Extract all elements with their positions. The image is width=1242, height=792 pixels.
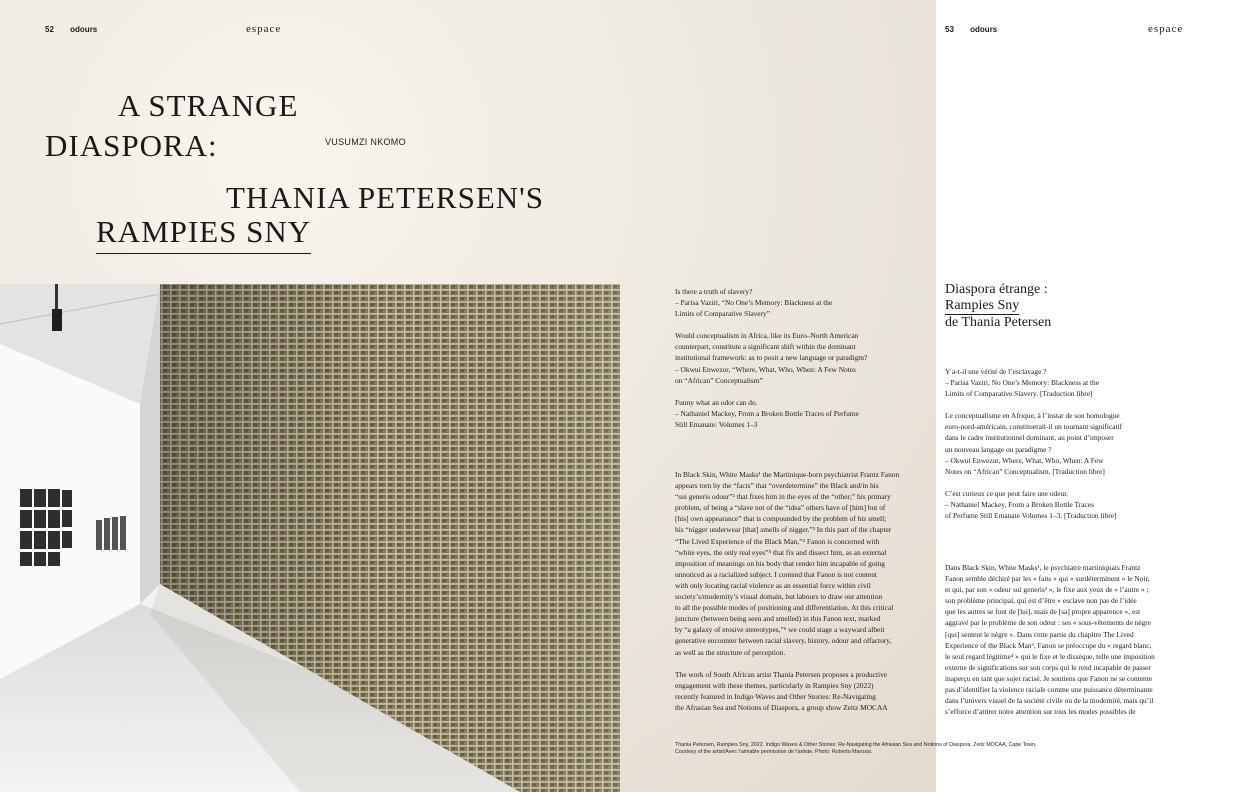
epigraph-line: dans le cadre institutionnel dominant, au point d’imposer [945, 433, 1114, 443]
body-line: appears torn by the “facts” that “overdetermine” the Black and/in his [675, 481, 879, 491]
left-folio [45, 25, 97, 34]
body-line: generative encounter between racial slavery, history, odour and olfactory, [675, 636, 892, 646]
epigraph-line: C’est curieux ce que peut faire une odeur. [945, 488, 1069, 498]
epigraph-line: Notes on “African” Conceptualism. [Traduction libre] [945, 466, 1105, 476]
title-line-2: DIASPORA: [45, 128, 218, 163]
epigraph-line: Le conceptualisme en Afrique, à l’instar de son homologue [945, 411, 1120, 421]
section-title-right: espace [1148, 23, 1184, 35]
body-line: aggravé par le problème de son odeur : ses « sous-vêtements de nègre [945, 618, 1152, 628]
body-line: inaperçu en tant que sujet racisé. Je soutiens que Fanon ne se contente [945, 673, 1153, 683]
body-line: le seul regard légitime⁴ » qui le fixe et le dissèque, telle une imposition [945, 651, 1155, 661]
body-line: his “nigger underwear [that] smells of nigger.”³ In this part of the chapter [675, 525, 892, 535]
body-line: the Afrasian Sea and Notions of Diaspora, a group show Zeitz MOCAA [675, 702, 888, 712]
epigraph-line: Still Emanate: Volumes 1–3 [675, 419, 758, 429]
gallery-photo [0, 284, 620, 792]
body-line: engagement with these themes, particularly in Rampies Sny (2022) [675, 680, 874, 690]
epigraph-line: – Nathaniel Mackey, From a Broken Bottle Traces [945, 499, 1094, 509]
epigraph-line: institutional framework: as to posit a new language or paradigm? [675, 353, 868, 363]
caption-line: Courtesy of the artist/Avec l’aimable permission de l’artiste. Photo: Roberto Marossi. [675, 749, 873, 755]
body-line: recently featured in Indigo Waves and Other Stories: Re-Navigating [675, 691, 876, 701]
body-english [675, 469, 930, 713]
title-line-4: RAMPIES SNY [96, 216, 311, 254]
body-line: In Black Skin, White Masks¹ the Martinique-born psychiatrist Frantz Fanon [675, 470, 900, 479]
body-line: “white eyes, the only real eyes”⁵ that fix and dissect him, as an external [675, 547, 887, 557]
body-line: juncture (between being seen and smelled) in this Fanon text, marked [675, 614, 881, 624]
section-label-right: odours [970, 25, 998, 34]
epigraphs-english [675, 286, 905, 430]
body-line: que les autres se font de [lui], mais de [sa] propre apparence », est [945, 607, 1141, 617]
body-line: unnoticed as a racialized subject. I contend that Fanon is not content [675, 569, 877, 579]
french-title-line-1: Diaspora étrange : [945, 282, 1048, 297]
body-line: to all the possible modes of positioning and differentiation. At this critical [675, 603, 894, 613]
body-line: Fanon semble déchiré par les « faits » qui « surdéterminent » le Noir, [945, 574, 1150, 584]
body-line: as well as the structure of perception. [675, 647, 786, 657]
page-number-right: 53 [945, 25, 954, 34]
body-line: imposition of meanings on his body that render him incapable of going [675, 558, 885, 568]
title-line-3: THANIA PETERSEN'S [226, 180, 544, 215]
body-line: by “a galaxy of erosive stereotypes,”⁶ we could stage a wayward albeit [675, 625, 885, 635]
body-line: [qui] sentent le nègre ». Dans cette partie du chapitre The Lived [945, 629, 1134, 639]
epigraph-line: – Parisa Vaziri, “No One’s Memory: Blackness at the [675, 298, 833, 308]
body-line: society’s/modernity’s visual domain, but labours to draw our attention [675, 592, 883, 602]
right-folio [945, 25, 997, 34]
body-line: s’efforce d’attirer notre attention sur tous les modes possibles de [945, 707, 1136, 717]
body-line: “sui generis odour”² that fixes him in the eyes of the “other;” his primary [675, 492, 891, 502]
french-title [945, 282, 1051, 331]
title-line-1: A STRANGE [118, 88, 299, 123]
page-number-left: 52 [45, 25, 54, 34]
body-line: externe de significations sur son corps qui le rend incapable de passer [945, 662, 1151, 672]
epigraph-line: of Perfume Still Emanate Volumes 1–3. [Traduction libre] [945, 511, 1117, 521]
body-line: dans l’univers visuel de la société civile ou de la modernité, mais qu’il [945, 696, 1154, 706]
section-title-left: espace [246, 23, 282, 35]
epigraph-line: Is there a truth of slavery? [675, 287, 753, 296]
caption-line: Thania Petersen, Rampies Sny, 2022. Indigo Waves & Other Stories: Re-Navigating the Afrasian Sea and Notions of Diaspora, Zeitz MOCAA, Cape Town. [675, 742, 1037, 748]
french-title-line-3: de Thania Petersen [945, 315, 1052, 330]
epigraphs-french [945, 366, 1235, 521]
french-title-line-2: Rampies Sny [945, 298, 1020, 313]
body-line: et qui, par son « odeur sui generis² », le fixe aux yeux de « l’autre » ; [945, 585, 1149, 595]
epigraph-line: counterpart, constitute a significant shift within the dominant [675, 342, 856, 352]
epigraph-line: Limits of Comparative Slavery” [675, 309, 771, 319]
body-line: with only locating racial violence as an essential force within civil [675, 580, 871, 590]
section-label-left: odours [70, 25, 98, 34]
body-line: “The Lived Experience of the Black Man,”⁴ Fanon is concerned with [675, 536, 880, 546]
body-line: Dans Black Skin, White Masks¹, le psychiatre martiniquais Frantz [945, 563, 1141, 572]
epigraph-line: euro-nord-américain, constituerait-il un tournant significatif [945, 422, 1123, 432]
epigraph-line: – Nathaniel Mackey, From a Broken Bottle Traces of Perfume [675, 408, 859, 418]
epigraph-line: Would conceptualism in Africa, like its Euro–North American [675, 331, 859, 341]
epigraph-line: – Parisa Vaziri, No One’s Memory: Blackness at the [945, 378, 1100, 388]
body-line: [his] own appearance” that is compounded by the problem of his smell; [675, 514, 887, 524]
epigraph-line: Limits of Comparative Slavery. [Traduction libre] [945, 389, 1093, 399]
epigraph-line: Funny what an odor can do. [675, 397, 758, 407]
epigraph-line: un nouveau langage ou paradigme ? [945, 444, 1052, 454]
photo-caption [675, 742, 1075, 756]
author-name: VUSUMZI NKOMO [325, 137, 406, 147]
epigraph-line: – Okwui Enwezor, “Where, What, Who, When: A Few Notes [675, 364, 856, 374]
epigraph-line: – Okwui Enwezor, Where, What, Who, When: A Few [945, 455, 1104, 465]
body-line: son problème principal, qui est d’être « esclave non pas de l’idée [945, 596, 1137, 606]
body-line: pas d’identifier la violence raciale comme une puissance déterminante [945, 685, 1153, 695]
body-line: problem, of being a “slave not of the “idea” others have of [him] but of [675, 503, 886, 513]
epigraph-line: Y a-t-il une vérité de l’esclavage ? [945, 367, 1047, 376]
installation-image [0, 284, 620, 792]
epigraph-line: on “African” Conceptualism” [675, 375, 763, 385]
body-french [945, 562, 1237, 717]
body-line: The work of South African artist Thania Petersen proposes a productive [675, 669, 888, 679]
body-line: Experience of the Black Man³, Fanon se préoccupe du « regard blanc, [945, 640, 1152, 650]
